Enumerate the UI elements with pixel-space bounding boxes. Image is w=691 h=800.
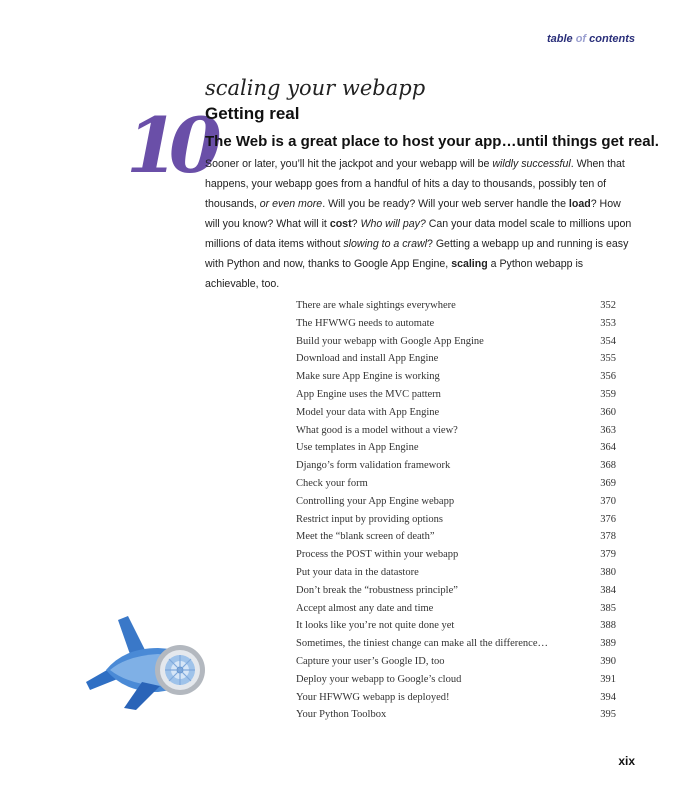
- intro-segment: . Will you be ready? Will your web server handle the: [322, 198, 569, 210]
- intro-segment: or even more: [259, 198, 323, 210]
- toc-entry-page: 380: [600, 566, 616, 578]
- toc-entry-title: Make sure App Engine is working: [296, 371, 440, 383]
- toc-entry-page: 378: [600, 531, 616, 543]
- intro-segment: a Python webapp is achievable, too.: [205, 258, 584, 290]
- page-number: xix: [618, 754, 635, 768]
- toc-entry-page: 384: [600, 584, 616, 596]
- toc-entry-title: Accept almost any date and time: [296, 602, 434, 614]
- toc-entry-page: 394: [600, 691, 616, 703]
- toc-entry-title: Download and install App Engine: [296, 353, 439, 365]
- toc-entry-title: Capture your user’s Google ID, too: [296, 655, 445, 667]
- toc-entry-page: 379: [600, 549, 616, 561]
- toc-entry[interactable]: [296, 635, 616, 653]
- app-engine-jet-icon: [84, 612, 210, 712]
- toc-entry[interactable]: [296, 511, 616, 529]
- intro-segment: cost: [329, 218, 352, 230]
- toc-entry-title: Restrict input by providing options: [296, 513, 443, 525]
- toc-entry[interactable]: [296, 386, 616, 404]
- chapter-script-title: scaling your webapp: [205, 76, 426, 100]
- chapter-title: Getting real: [205, 104, 300, 123]
- intro-segment: load: [568, 198, 591, 210]
- toc-list: [296, 297, 616, 724]
- toc-entry[interactable]: [296, 422, 616, 440]
- toc-entry-page: 352: [600, 300, 616, 311]
- toc-entry-page: 395: [600, 709, 616, 721]
- running-header: [547, 33, 635, 45]
- header-word-table: table: [546, 33, 573, 45]
- toc-entry[interactable]: [296, 564, 616, 582]
- toc-entry-page: 353: [600, 317, 616, 329]
- toc-entry[interactable]: [296, 653, 616, 671]
- toc-entry[interactable]: [296, 706, 616, 724]
- toc-entry-page: 376: [600, 513, 616, 525]
- toc-entry-title: Meet the “blank screen of death”: [296, 531, 435, 543]
- toc-entry-page: 391: [600, 673, 616, 685]
- toc-entry-title: What good is a model without a view?: [296, 424, 458, 436]
- toc-entry[interactable]: [296, 315, 616, 333]
- intro-segment: slowing to a crawl: [343, 238, 427, 250]
- toc-entry-title: Build your webapp with Google App Engine: [296, 335, 484, 347]
- toc-entry-title: Deploy your webapp to Google’s cloud: [296, 673, 462, 685]
- toc-entry-title: Use templates in App Engine: [296, 442, 419, 454]
- intro-segment: Sooner or later, you’ll hit the jackpot and your webapp will be: [205, 158, 493, 170]
- toc-entry-title: Your HFWWG webapp is deployed!: [296, 691, 450, 703]
- toc-entry[interactable]: [296, 671, 616, 689]
- toc-entry-title: There are whale sightings everywhere: [296, 300, 456, 311]
- toc-entry-title: App Engine uses the MVC pattern: [296, 388, 441, 400]
- toc-entry-title: It looks like you’re not quite done yet: [296, 620, 455, 632]
- toc-entry[interactable]: [296, 493, 616, 511]
- toc-entry-title: Check your form: [296, 477, 368, 489]
- intro-segment: wildly successful: [492, 158, 571, 170]
- intro-segment: . When that happens, your webapp goes from a handful of hits a day to thousands, possibly ten of thousands,: [205, 158, 625, 210]
- toc-entry-page: 369: [600, 477, 616, 489]
- toc-entry-title: Model your data with App Engine: [296, 406, 440, 418]
- toc-entry[interactable]: [296, 350, 616, 368]
- toc-entry-page: 368: [600, 460, 616, 472]
- toc-entry[interactable]: [296, 297, 616, 315]
- toc-entry[interactable]: [296, 546, 616, 564]
- chapter-lead: The Web is a great place to host your app…until things get real.: [205, 133, 659, 150]
- intro-segment: ? Getting a webapp up and running is easy with Python and now, thanks to Google App Engine,: [205, 238, 629, 270]
- toc-entry-page: 359: [600, 388, 616, 400]
- toc-entry-page: 356: [600, 371, 616, 383]
- toc-entry-page: 370: [600, 495, 616, 507]
- intro-segment: Who will pay?: [360, 218, 426, 230]
- toc-entry[interactable]: [296, 404, 616, 422]
- toc-entry-title: Your Python Toolbox: [296, 709, 387, 721]
- toc-entry[interactable]: [296, 457, 616, 475]
- toc-entry-title: Sometimes, the tiniest change can make all the difference…: [296, 638, 549, 650]
- header-word-of: of: [575, 33, 587, 45]
- toc-entry-title: Django’s form validation framework: [296, 460, 451, 472]
- toc-entry[interactable]: [296, 617, 616, 635]
- toc-entry-page: 354: [600, 335, 616, 347]
- toc-entry[interactable]: [296, 600, 616, 618]
- toc-entry[interactable]: [296, 689, 616, 707]
- toc-entry-page: 389: [600, 638, 616, 650]
- toc-entry[interactable]: [296, 333, 616, 351]
- toc-entry-title: The HFWWG needs to automate: [296, 317, 435, 329]
- header-word-contents: contents: [589, 33, 635, 45]
- toc-entry-page: 363: [600, 424, 616, 436]
- toc-entry-page: 364: [600, 442, 616, 454]
- toc-entry-page: 388: [600, 620, 616, 632]
- toc-entry-title: Put your data in the datastore: [296, 566, 419, 578]
- intro-segment: ?: [351, 218, 361, 230]
- toc-entry-page: 355: [600, 353, 616, 365]
- intro-segment: scaling: [451, 258, 488, 270]
- toc-entry[interactable]: [296, 528, 616, 546]
- toc-entry-title: Process the POST within your webapp: [296, 549, 459, 561]
- chapter-intro-text: [205, 154, 637, 294]
- toc-entry-title: Controlling your App Engine webapp: [296, 495, 455, 507]
- toc-entry-page: 385: [600, 602, 616, 614]
- toc-entry[interactable]: [296, 475, 616, 493]
- chapter-intro: [205, 133, 659, 294]
- toc-entry[interactable]: [296, 439, 616, 457]
- toc-entry-title: Don’t break the “robustness principle”: [296, 584, 458, 596]
- toc-entry[interactable]: [296, 368, 616, 386]
- intro-segment: ? How will you know? What will it: [205, 198, 621, 230]
- chapter-number: 10: [126, 101, 212, 190]
- intro-segment: Can your data model scale to millions upon millions of data items without: [205, 218, 632, 250]
- toc-entry-page: 390: [600, 655, 616, 667]
- toc-entry-page: 360: [600, 406, 616, 418]
- toc-entry[interactable]: [296, 582, 616, 600]
